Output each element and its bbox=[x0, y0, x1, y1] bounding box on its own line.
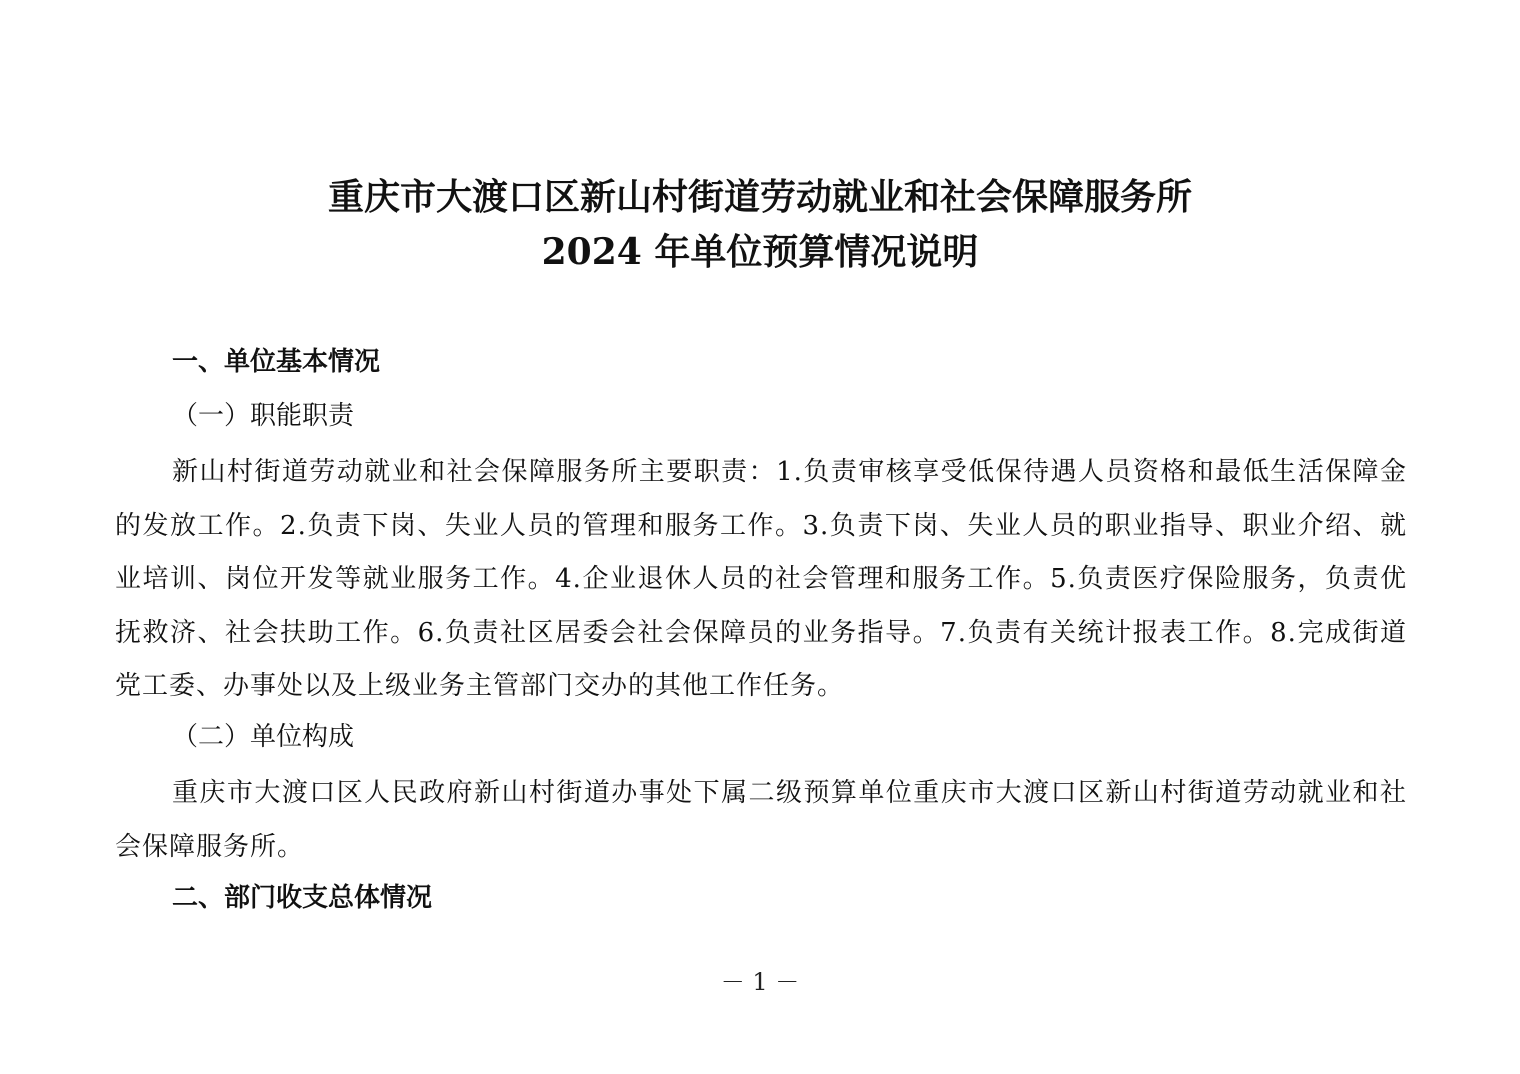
subheading-composition: （二）单位构成 bbox=[172, 722, 355, 752]
document-title-line1: 重庆市大渡口区新山村街道劳动就业和社会保障服务所 bbox=[327, 176, 1192, 218]
page-number: － 1 － bbox=[720, 968, 800, 996]
subheading-functions: （一）职能职责 bbox=[172, 401, 355, 431]
paragraph-functions: 新山村街道劳动就业和社会保障服务所主要职责：1.负责审核享受低保待遇人员资格和最低生活保障金的发放工作。2.负责下岗、失业人员的管理和服务工作。3.负责下岗、失业人员的职业指导、职业介绍、就业培训、岗位开发等就业服务工作。4.企业退休人员的社会管理和服务工作。5.负责医疗保险服务，负责优抚救济、社会扶助工作。6.负责社区居委会社会保障员的业务指导。7.负责有关统计报表工作。8.完成街道党工委、办事处以及上级业务主管部门交办的其他工作任务。 bbox=[115, 457, 1407, 701]
document-title-line2: 2024 年单位预算情况说明 bbox=[541, 231, 979, 273]
section-heading-basic-info: 一、单位基本情况 bbox=[172, 347, 381, 377]
section-heading-revenue-expenditure: 二、部门收支总体情况 bbox=[172, 883, 433, 913]
paragraph-composition: 重庆市大渡口区人民政府新山村街道办事处下属二级预算单位重庆市大渡口区新山村街道劳动就业和社会保障服务所。 bbox=[115, 778, 1407, 862]
